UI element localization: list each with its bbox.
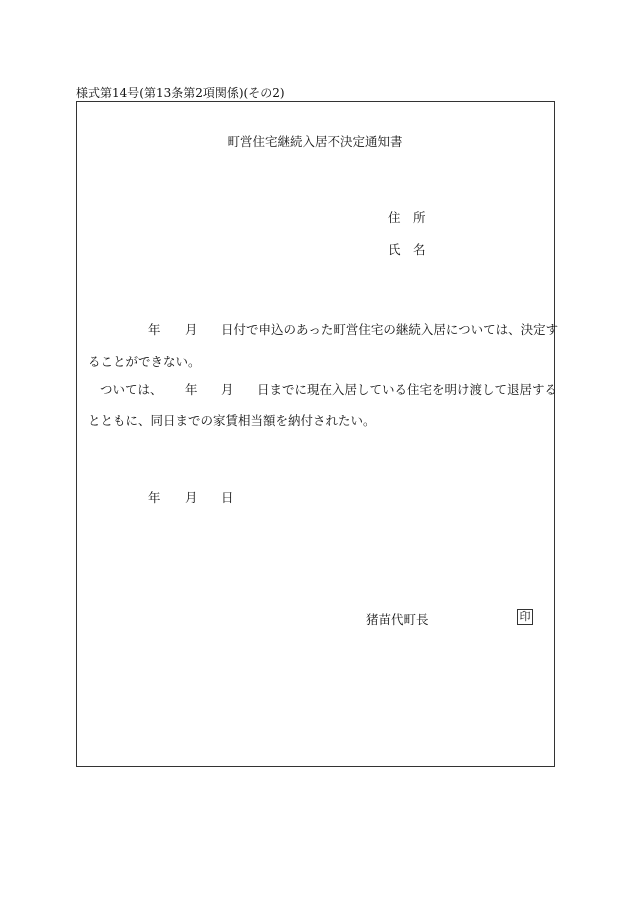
date-year: 年 bbox=[148, 490, 161, 505]
name-label: 氏 名 bbox=[388, 242, 426, 257]
seal-mark: 印 bbox=[517, 609, 533, 625]
issuer-name: 猪苗代町長 bbox=[366, 612, 429, 627]
document-frame bbox=[76, 101, 558, 767]
body-line1-month: 月 bbox=[185, 322, 198, 337]
body-line3-lead: ついては、 bbox=[100, 382, 163, 397]
body-line4: とともに、同日までの家賃相当額を納付されたい。 bbox=[88, 413, 376, 428]
date-month: 月 bbox=[185, 490, 198, 505]
body-line2: ることができない。 bbox=[88, 354, 201, 369]
body-line1-text: 日付で申込のあった町営住宅の継続入居については、決定す bbox=[221, 322, 559, 337]
document-title: 町営住宅継続入居不決定通知書 bbox=[227, 134, 403, 149]
form-number-label: 様式第14号(第13条第2項関係)(その2) bbox=[76, 86, 285, 100]
address-label: 住 所 bbox=[388, 210, 426, 225]
date-day: 日 bbox=[221, 490, 234, 505]
body-line3-month: 月 bbox=[221, 382, 234, 397]
body-line3-text: 日までに現在入居している住宅を明け渡して退居する bbox=[257, 382, 558, 397]
body-line3-year: 年 bbox=[185, 382, 198, 397]
body-line1-year: 年 bbox=[148, 322, 161, 337]
